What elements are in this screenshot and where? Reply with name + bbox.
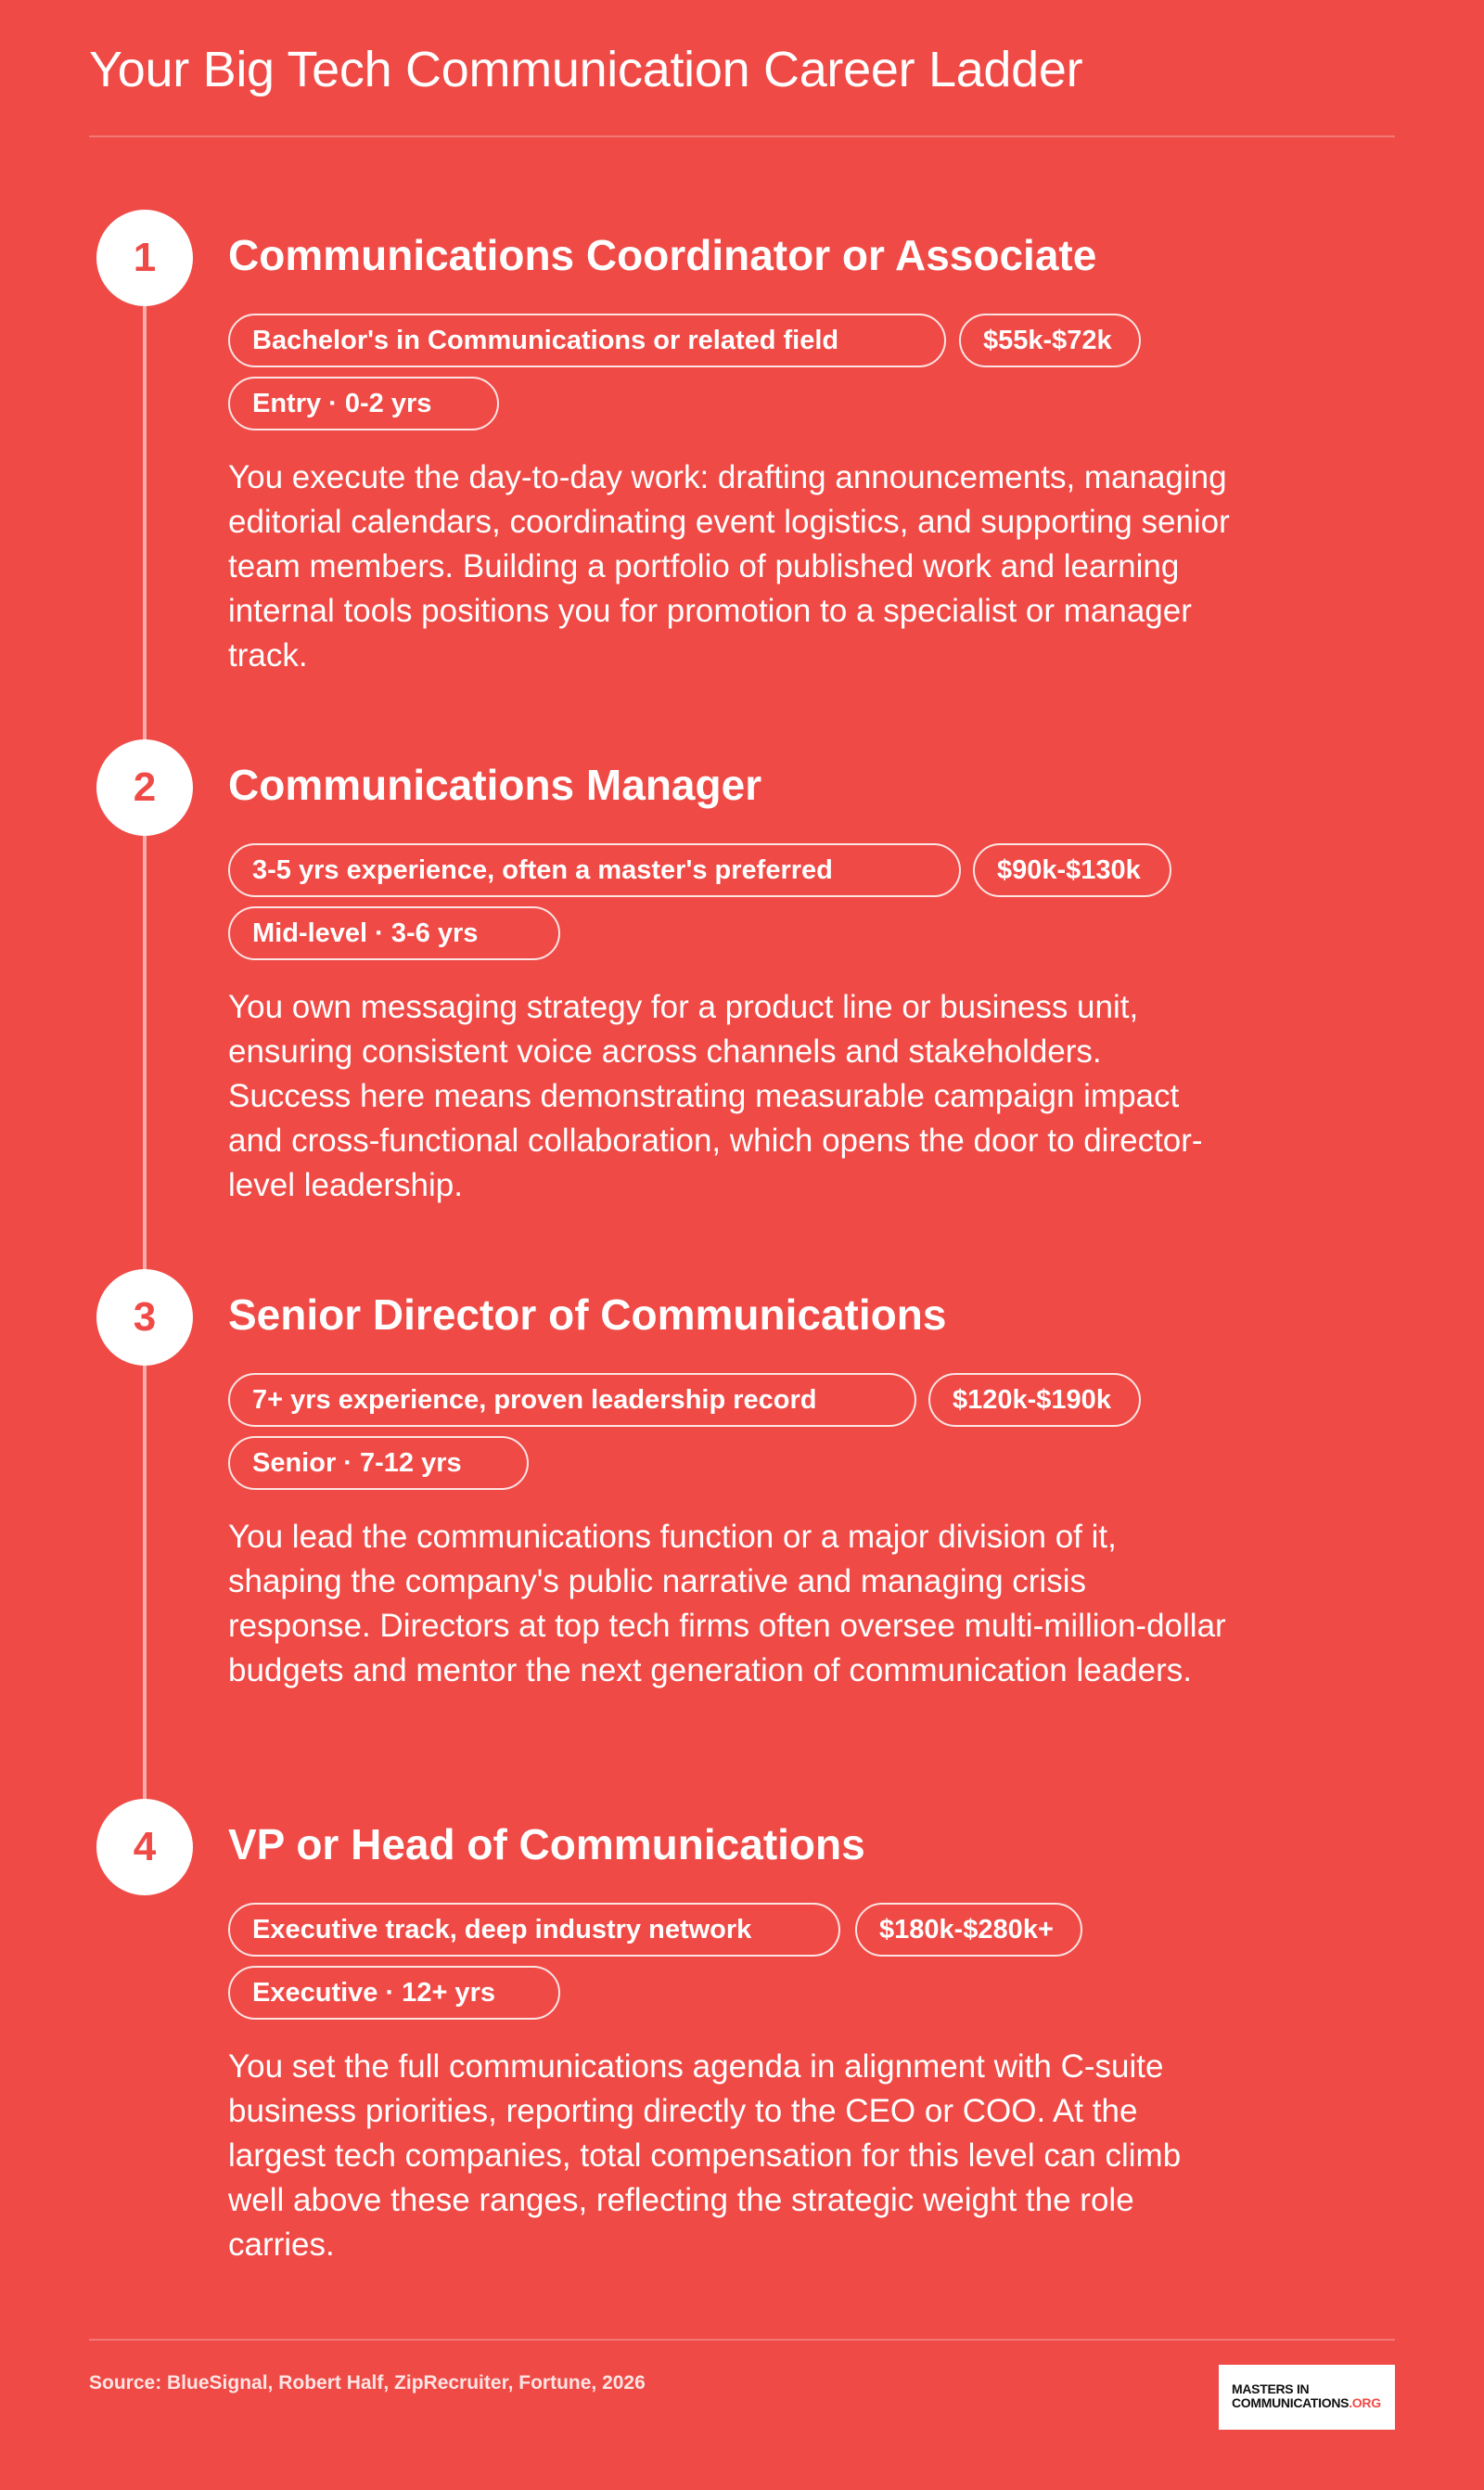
step-description: You own messaging strategy for a product line or business unit, ensuring consistent voice across channels and stakeholders. Success here means demonstrating measurable campaign impact and cross-functional collaboration, which opens the door to director-level leadership. (228, 989, 1203, 1203)
level-pill: Senior · 7-12 yrs (228, 1436, 529, 1490)
salary-pill: $180k-$280k+ (855, 1903, 1082, 1957)
step-title: Communications Manager (228, 761, 762, 809)
salary-pill: $120k-$190k (928, 1373, 1141, 1427)
step-number-badge: 3 (96, 1269, 193, 1366)
requirement-pill: 7+ yrs experience, proven leadership record (228, 1373, 916, 1427)
source-citation: Source: BlueSignal, Robert Half, ZipRecruiter, Fortune, 2026 (89, 2372, 646, 2394)
step-title: Senior Director of Communications (228, 1290, 947, 1339)
step-number-badge: 1 (96, 210, 193, 306)
brand-logo (1219, 2365, 1395, 2430)
salary-pill: $90k-$130k (973, 843, 1171, 897)
requirement-pill: 3-5 yrs experience, often a master's preferred (228, 843, 961, 897)
level-pill: Executive · 12+ yrs (228, 1966, 560, 2020)
page-title: Your Big Tech Communication Career Ladder (89, 42, 1083, 97)
level-pill: Entry · 0-2 yrs (228, 377, 499, 430)
step-number-badge: 4 (96, 1799, 193, 1895)
step-description: You execute the day-to-day work: drafting announcements, managing editorial calendars, coordinating event logistics, and supporting senior team members. Building a portfolio of published work and learning internal tools positions you for promotion to a specialist or manager track. (228, 459, 1230, 674)
logo-line-2 (1232, 2396, 1382, 2410)
requirement-pill: Bachelor's in Communications or related field (228, 314, 946, 367)
logo-line-1: MASTERS IN (1232, 2381, 1310, 2396)
footer-divider (89, 2339, 1395, 2341)
step-description: You set the full communications agenda in alignment with C-suite business priorities, reporting directly to the CEO or COO. At the largest tech companies, total compensation for this level can climb well above these ranges, reflecting the strategic weight the role carries. (228, 2048, 1182, 2263)
logo-suffix: .ORG (1349, 2395, 1381, 2410)
step-title: VP or Head of Communications (228, 1820, 865, 1868)
level-pill: Mid-level · 3-6 yrs (228, 906, 560, 960)
timeline-line (143, 260, 147, 1855)
step-description: You lead the communications function or a major division of it, shaping the company's public narrative and managing crisis response. Directors at top tech firms often oversee multi-million-dollar budgets and mentor the next generation of communication leaders. (228, 1519, 1226, 1688)
step-number-badge: 2 (96, 739, 193, 836)
header-divider (89, 135, 1395, 137)
step-title: Communications Coordinator or Associate (228, 231, 1097, 279)
requirement-pill: Executive track, deep industry network (228, 1903, 840, 1957)
logo-word: COMMUNICATIONS (1232, 2395, 1350, 2410)
salary-pill: $55k-$72k (959, 314, 1141, 367)
